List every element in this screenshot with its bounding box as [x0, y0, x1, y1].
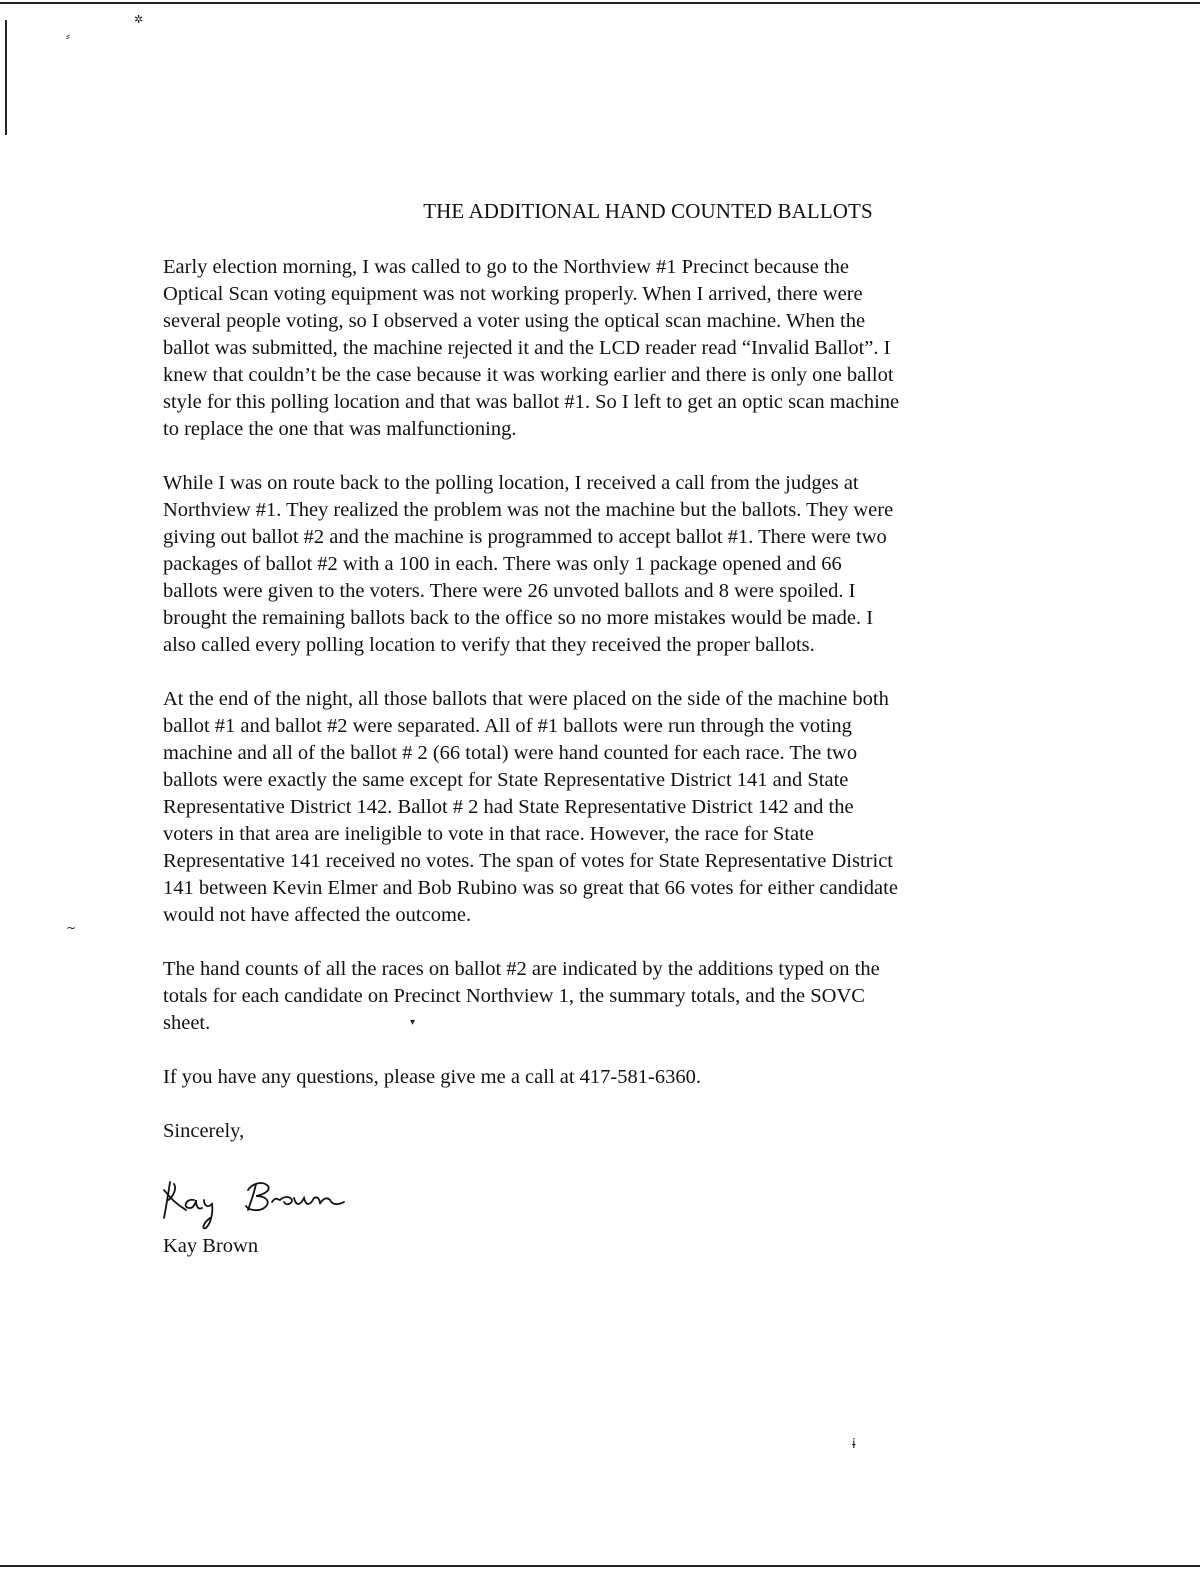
letter-paragraph [163, 470, 1023, 659]
paragraph-line: The hand counts of all the races on ballot #2 are indicated by the additions typed on the [163, 958, 880, 980]
letter-body [163, 254, 1023, 1172]
paragraph-line: While I was on route back to the polling location, I received a call from the judges at [163, 472, 859, 494]
paragraph-line: 141 between Kevin Elmer and Bob Rubino was so great that 66 votes for either candidate [163, 877, 898, 899]
paragraph-line: ballots were exactly the same except for State Representative District 141 and State [163, 769, 849, 791]
letter-paragraph [163, 1064, 1023, 1091]
paragraph-line: ballot #1 and ballot #2 were separated. All of #1 ballots were run through the voting [163, 715, 852, 737]
paragraph-line: giving out ballot #2 and the machine is programmed to accept ballot #1. There were two [163, 526, 887, 548]
paragraph-line: would not have affected the outcome. [163, 904, 472, 926]
paragraph-line: ballots were given to the voters. There were 26 unvoted ballots and 8 were spoiled. I [163, 580, 856, 602]
paragraph-line: knew that couldn’t be the case because it was working earlier and there is only one ballot [163, 364, 894, 386]
paragraph-line: totals for each candidate on Precinct Northview 1, the summary totals, and the SOVC [163, 985, 865, 1007]
signer-name: Kay Brown [163, 1235, 259, 1257]
paragraph-line: packages of ballot #2 with a 100 in each. There was only 1 package opened and 66 [163, 553, 842, 575]
scan-border-top [0, 2, 1200, 4]
scan-speck: ✲ [134, 13, 144, 26]
paragraph-line: machine and all of the ballot # 2 (66 total) were hand counted for each race. The two [163, 742, 858, 764]
paragraph-line: Northview #1. They realized the problem was not the machine but the ballots. They were [163, 499, 894, 521]
letter-paragraph [163, 956, 1023, 1037]
paragraph-line: to replace the one that was malfunctioning. [163, 418, 517, 440]
scan-speck: ɨ [852, 1437, 856, 1452]
paragraph-line: Sincerely, [163, 1120, 245, 1142]
paragraph-line: style for this polling location and that was ballot #1. So I left to get an optic scan machine [163, 391, 900, 413]
paragraph-line: voters in that area are ineligible to vote in that race. However, the race for State [163, 823, 814, 845]
paragraph-line: several people voting, so I observed a voter using the optical scan machine. When the [163, 310, 866, 332]
scan-speck: ▾ [410, 1017, 416, 1028]
paragraph-line: brought the remaining ballots back to the office so no more mistakes would be made. I [163, 607, 874, 629]
letter-paragraph [163, 254, 1023, 443]
paragraph-line: ballot was submitted, the machine rejected it and the LCD reader read “Invalid Ballot”. I [163, 337, 891, 359]
letter-title: THE ADDITIONAL HAND COUNTED BALLOTS [423, 199, 873, 223]
paragraph-line: Optical Scan voting equipment was not working properly. When I arrived, there were [163, 283, 863, 305]
scan-speck: ⸗ [66, 29, 70, 43]
paragraph-line: If you have any questions, please give me a call at 417-581-6360. [163, 1066, 701, 1088]
scan-border-left [5, 20, 7, 135]
handwritten-signature [160, 1170, 360, 1230]
letter-paragraph [163, 686, 1023, 929]
paragraph-line: sheet. [163, 1012, 211, 1034]
paragraph-line: Early election morning, I was called to go to the Northview #1 Precinct because the [163, 256, 849, 278]
scan-border-bottom [0, 1565, 1200, 1567]
paragraph-line: Representative District 142. Ballot # 2 had State Representative District 142 and the [163, 796, 854, 818]
letter-paragraph [163, 1118, 1023, 1145]
paragraph-line: Representative 141 received no votes. The span of votes for State Representative District [163, 850, 893, 872]
paragraph-line: At the end of the night, all those ballots that were placed on the side of the machine both [163, 688, 889, 710]
paragraph-line: also called every polling location to verify that they received the proper ballots. [163, 634, 815, 656]
scan-speck: ~ [66, 921, 77, 935]
